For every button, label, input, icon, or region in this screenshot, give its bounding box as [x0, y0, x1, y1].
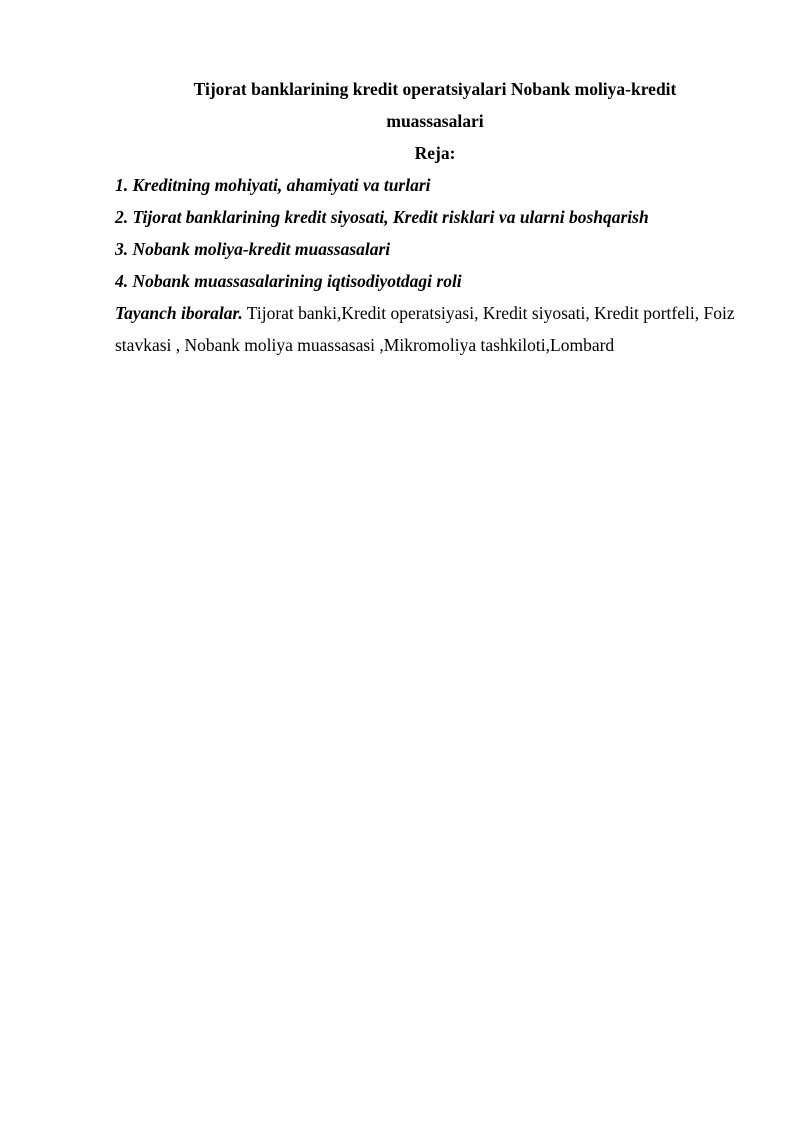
keywords-paragraph [115, 297, 755, 361]
document-title [115, 73, 755, 137]
keywords-label: Tayanch iboralar. [115, 303, 243, 323]
plan-list [115, 169, 755, 297]
plan-item-2: 2. Tijorat banklarining kredit siyosati, Kredit risklari va ularni boshqarish [115, 207, 649, 227]
plan-item-1: 1. Kreditning mohiyati, ahamiyati va turlari [115, 175, 431, 195]
plan-item-3: 3. Nobank moliya-kredit muassasalari [115, 239, 391, 259]
plan-heading: Reja: [414, 143, 456, 163]
keywords-text: Tijorat banki,Kredit operatsiyasi, Kredit siyosati, Kredit portfeli, Foiz stavkasi , Nobank moliya muassasasi ,Mikromoliya tashkiloti,Lombard [115, 303, 735, 355]
plan-item-4: 4. Nobank muassasalarining iqtisodiyotdagi roli [115, 271, 462, 291]
title-line-2: muassasalari [386, 111, 484, 131]
document-content [115, 73, 755, 361]
title-line-1: Tijorat banklarining kredit operatsiyalari Nobank moliya-kredit [193, 79, 677, 99]
